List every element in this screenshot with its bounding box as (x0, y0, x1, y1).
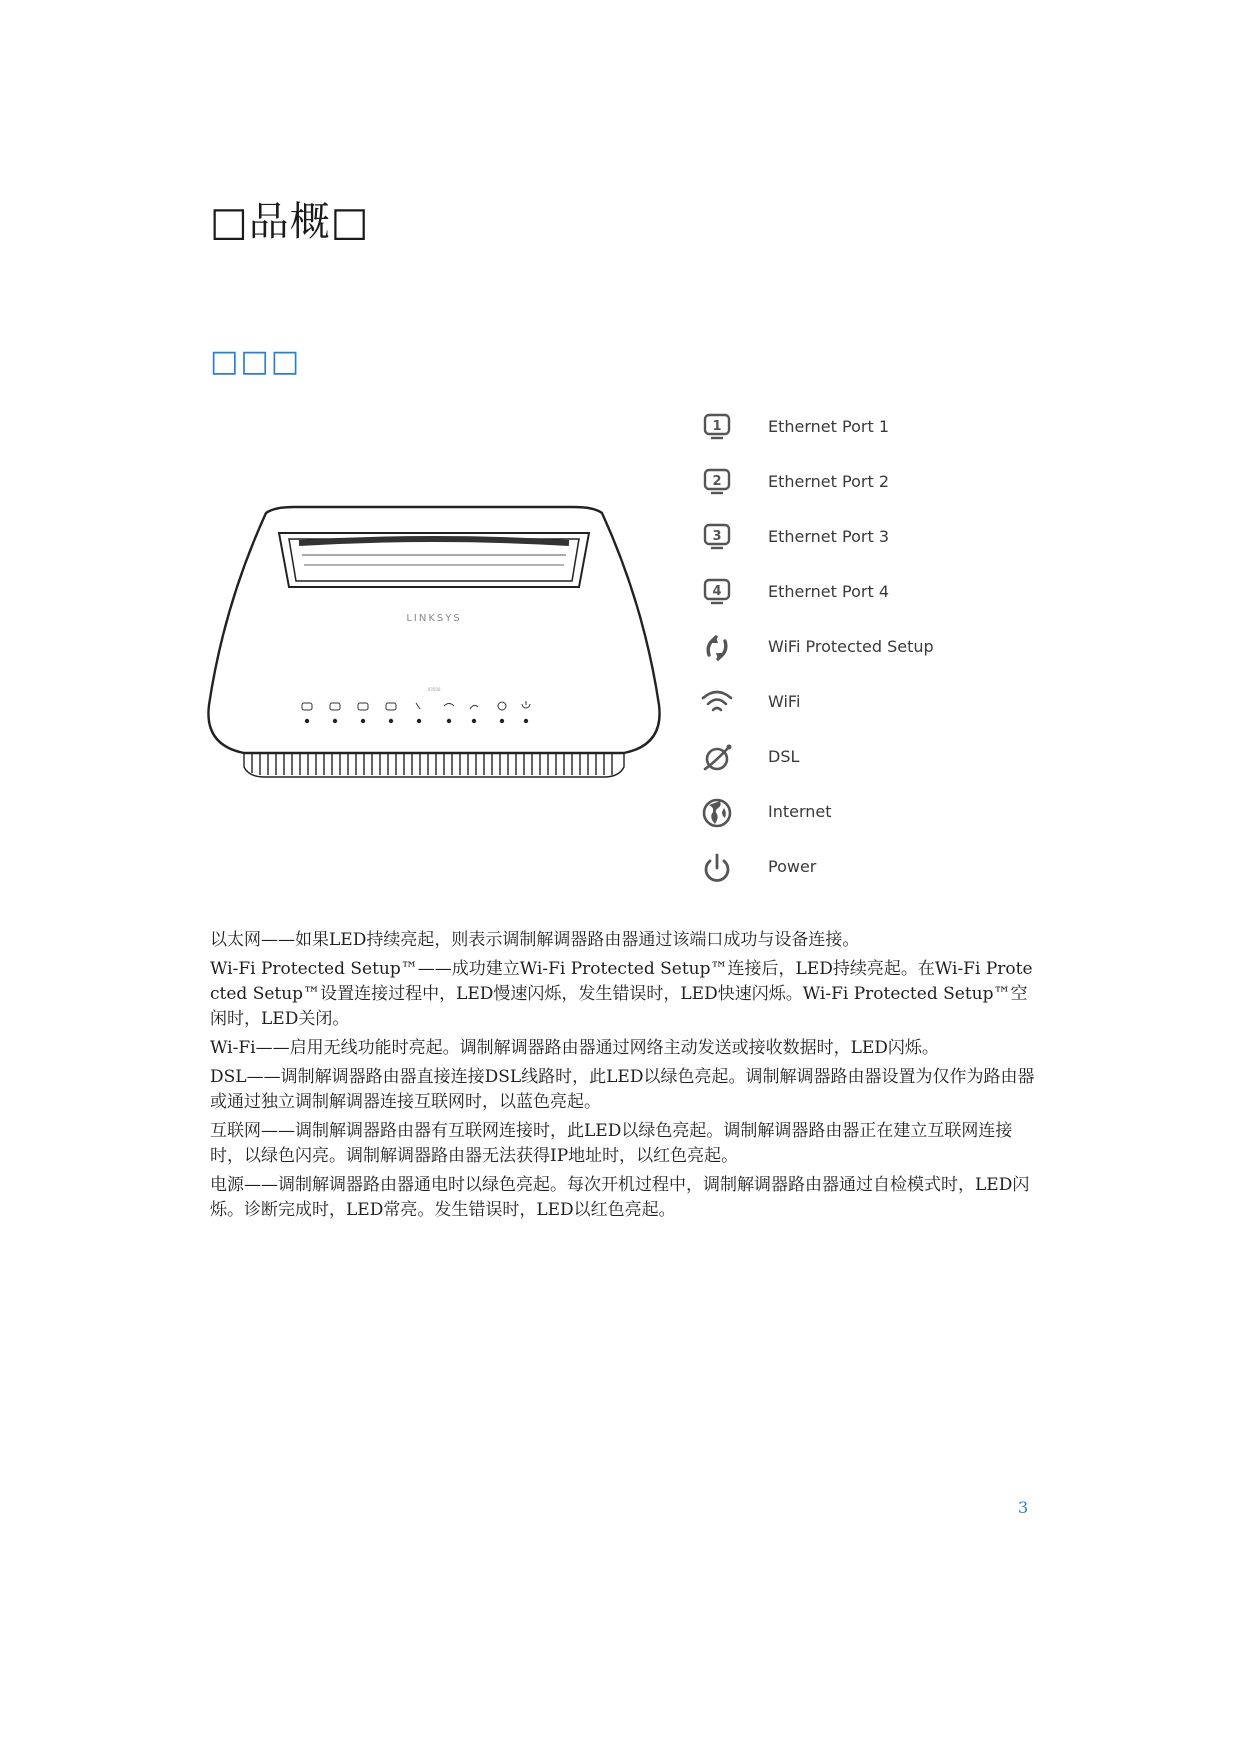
paragraph-power: 电源——调制解调器路由器通电时以绿色亮起。每次开机过程中，调制解调器路由器通过自检模式时，LED闪烁。诊断完成时，LED常亮。发生错误时，LED以红色亮起。 (210, 1175, 1030, 1220)
legend-label: Internet (768, 802, 832, 821)
legend-item-ethernet-port-3 (700, 518, 889, 558)
legend-label: Ethernet Port 1 (768, 417, 889, 436)
legend-item-wifi (700, 683, 801, 723)
svg-text:2: 2 (712, 474, 722, 489)
dsl-icon (700, 741, 734, 775)
legend-label: Ethernet Port 3 (768, 527, 889, 546)
legend-label: Ethernet Port 4 (768, 582, 889, 601)
paragraph-internet: 互联网——调制解调器路由器有互联网连接时，此LED以绿色亮起。调制解调器路由器正在建立互联网连接时，以绿色闪亮。调制解调器路由器无法获得IP地址时，以红色亮起。 (210, 1121, 1013, 1166)
internet-globe-icon (700, 796, 734, 830)
legend-label: Power (768, 857, 817, 876)
paragraph-wifi: Wi-Fi——启用无线功能时亮起。调制解调器路由器通过网络主动发送或接收数据时，LED闪烁。 (210, 1038, 939, 1058)
legend-label: Ethernet Port 2 (768, 472, 889, 491)
svg-text:4: 4 (712, 584, 722, 599)
legend-item-ethernet-port-2 (700, 463, 889, 503)
legend-label: WiFi Protected Setup (768, 637, 934, 656)
legend-item-internet (700, 793, 832, 833)
ethernet-port-4-icon (700, 576, 734, 610)
router-brand: LINKSYS (406, 613, 462, 624)
ethernet-port-1-icon (700, 411, 734, 445)
legend-item-ethernet-port-4 (700, 573, 889, 613)
svg-text:1: 1 (712, 419, 722, 434)
power-icon (700, 851, 734, 885)
ethernet-port-2-icon (700, 466, 734, 500)
legend-item-dsl (700, 738, 800, 778)
section-heading: □□□ (210, 344, 302, 379)
legend-item-wifi-protected-setup (700, 628, 934, 668)
legend-item-ethernet-port-1 (700, 408, 889, 448)
led-descriptions (210, 928, 1040, 1227)
wifi-icon (700, 686, 734, 720)
paragraph-ethernet: 以太网——如果LED持续亮起，则表示调制解调器路由器通过该端口成功与设备连接。 (210, 930, 860, 950)
ethernet-port-3-icon (700, 521, 734, 555)
page-title: □品概□ (210, 199, 370, 245)
svg-text:X3500: X3500 (427, 687, 441, 692)
legend-label: DSL (768, 747, 800, 766)
legend-label: WiFi (768, 692, 801, 711)
paragraph-wifi-protected-setup: Wi-Fi Protected Setup™——成功建立Wi-Fi Protected Setup™连接后，LED持续亮起。在Wi-Fi Protected Setup™设置连接过程中，LED慢速闪烁，发生错误时，LED快速闪烁。Wi-Fi Protected Setup™空闲时，LED关闭。 (210, 959, 1033, 1029)
wifi-protected-setup-icon (700, 631, 734, 665)
svg-text:3: 3 (712, 529, 722, 544)
page-number: 3 (1018, 1498, 1029, 1517)
legend-item-power (700, 848, 817, 888)
paragraph-dsl: DSL——调制解调器路由器直接连接DSL线路时，此LED以绿色亮起。调制解调器路由器设置为仅作为路由器或通过独立调制解调器连接互联网时，以蓝色亮起。 (210, 1067, 1035, 1112)
router-illustration (204, 505, 664, 785)
